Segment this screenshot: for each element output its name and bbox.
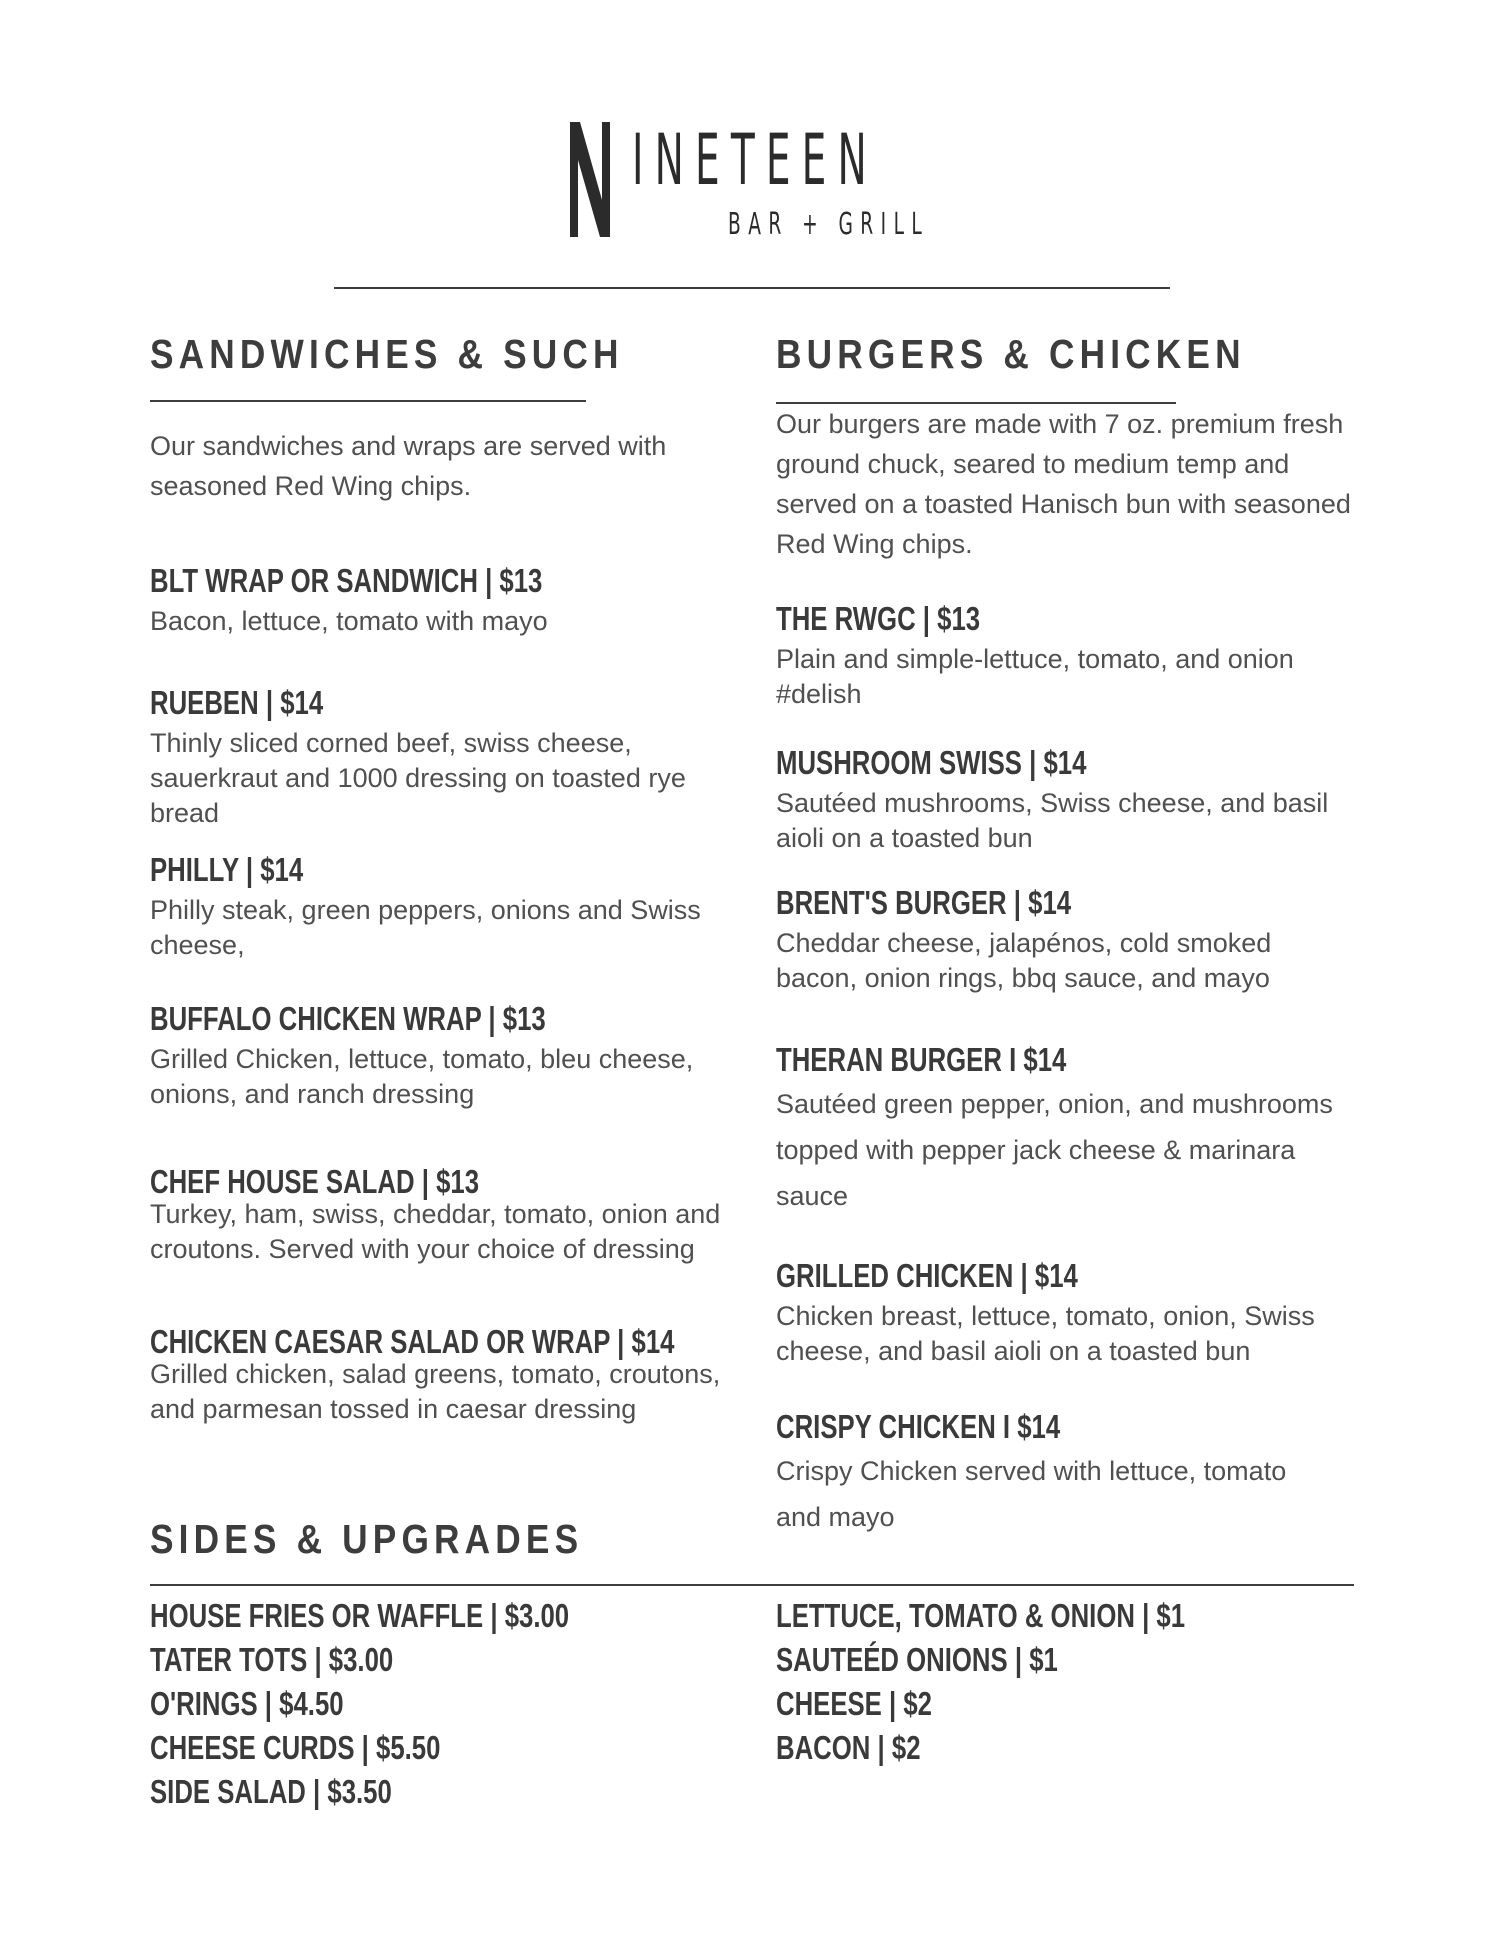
sides-divider bbox=[150, 1584, 1354, 1586]
menu-item-name: GRILLED CHICKEN | $14 bbox=[776, 1257, 1078, 1294]
menu-item-desc: Chicken breast, lettuce, tomato, onion, Swiss cheese, and basil aioli on a toasted bun bbox=[776, 1301, 1315, 1366]
side-item: SIDE SALAD | $3.50 bbox=[150, 1773, 392, 1810]
menu-item bbox=[150, 1000, 730, 1112]
logo-n-mark bbox=[570, 122, 610, 237]
menu-item-name: BLT WRAP OR SANDWICH | $13 bbox=[150, 562, 543, 599]
burgers-heading: BURGERS & CHICKEN bbox=[776, 331, 1246, 377]
menu-item-desc: Sautéed mushrooms, Swiss cheese, and basil aioli on a toasted bun bbox=[776, 788, 1329, 853]
menu-item-name: CRISPY CHICKEN I $14 bbox=[776, 1408, 1061, 1445]
menu-item-desc: Bacon, lettuce, tomato with mayo bbox=[150, 606, 548, 636]
sides-list-right bbox=[776, 1594, 1300, 1770]
sides-heading: SIDES & UPGRADES bbox=[150, 1516, 584, 1562]
logo-subtitle: BAR + GRILL bbox=[728, 207, 930, 242]
sandwiches-heading: SANDWICHES & SUCH bbox=[150, 331, 624, 377]
upgrade-item: CHEESE | $2 bbox=[776, 1685, 932, 1722]
menu-item-name: PHILLY | $14 bbox=[150, 851, 304, 888]
menu-item-desc: Thinly sliced corned beef, swiss cheese, sauerkraut and 1000 dressing on toasted rye bread bbox=[150, 728, 686, 828]
menu-item bbox=[150, 1323, 730, 1427]
menu-item-name: CHICKEN CAESAR SALAD OR WRAP | $14 bbox=[150, 1323, 675, 1360]
menu-item-name: RUEBEN | $14 bbox=[150, 684, 324, 721]
upgrade-item: BACON | $2 bbox=[776, 1729, 921, 1766]
menu-item bbox=[776, 1408, 1336, 1540]
menu-item-desc: Grilled chicken, salad greens, tomato, croutons, and parmesan tossed in caesar dressing bbox=[150, 1359, 721, 1424]
menu-item bbox=[776, 1041, 1356, 1219]
menu-item bbox=[150, 562, 730, 639]
menu-item-name: BUFFALO CHICKEN WRAP | $13 bbox=[150, 1000, 546, 1037]
menu-item bbox=[150, 1163, 730, 1267]
menu-item-name: MUSHROOM SWISS | $14 bbox=[776, 744, 1087, 781]
sandwiches-intro: Our sandwiches and wraps are served with seasoned Red Wing chips. bbox=[150, 431, 667, 501]
sides-list-left bbox=[150, 1594, 687, 1814]
menu-item bbox=[776, 1257, 1356, 1369]
menu-item-desc: Plain and simple-lettuce, tomato, and onion #delish bbox=[776, 644, 1294, 709]
menu-item-desc: Grilled Chicken, lettuce, tomato, bleu cheese, onions, and ranch dressing bbox=[150, 1044, 694, 1109]
header-divider bbox=[334, 287, 1170, 289]
menu-item-desc: Turkey, ham, swiss, cheddar, tomato, onion and croutons. Served with your choice of dressing bbox=[150, 1199, 721, 1264]
logo-wordmark: INETEEN bbox=[632, 119, 878, 201]
upgrade-item: SAUTEÉD ONIONS | $1 bbox=[776, 1641, 1058, 1678]
menu-item bbox=[776, 884, 1356, 996]
menu-item bbox=[150, 684, 730, 831]
menu-item-desc: Sautéed green pepper, onion, and mushrooms topped with pepper jack cheese & marinara sauce bbox=[776, 1089, 1333, 1211]
menu-item-desc: Philly steak, green peppers, onions and Swiss cheese, bbox=[150, 895, 701, 960]
menu-item-name: THERAN BURGER I $14 bbox=[776, 1041, 1067, 1078]
menu-item-desc: Cheddar cheese, jalapénos, cold smoked bacon, onion rings, bbq sauce, and mayo bbox=[776, 928, 1272, 993]
burgers-intro: Our burgers are made with 7 oz. premium fresh ground chuck, seared to medium temp and served on a toasted Hanisch bun with seasoned Red Wing chips. bbox=[776, 409, 1351, 559]
menu-item-desc: Crispy Chicken served with lettuce, tomato and mayo bbox=[776, 1456, 1287, 1532]
menu-item bbox=[150, 851, 730, 963]
side-item: HOUSE FRIES OR WAFFLE | $3.00 bbox=[150, 1597, 570, 1634]
menu-item bbox=[776, 600, 1356, 712]
side-item: TATER TOTS | $3.00 bbox=[150, 1641, 394, 1678]
side-item: CHEESE CURDS | $5.50 bbox=[150, 1729, 441, 1766]
restaurant-logo bbox=[570, 119, 950, 250]
menu-item-name: BRENT'S BURGER | $14 bbox=[776, 884, 1072, 921]
sandwiches-heading-underline bbox=[150, 400, 586, 402]
upgrade-item: LETTUCE, TOMATO & ONION | $1 bbox=[776, 1597, 1186, 1634]
menu-item-name: THE RWGC | $13 bbox=[776, 600, 981, 637]
menu-item bbox=[776, 744, 1356, 856]
side-item: O'RINGS | $4.50 bbox=[150, 1685, 344, 1722]
menu-item-name: CHEF HOUSE SALAD | $13 bbox=[150, 1163, 480, 1200]
